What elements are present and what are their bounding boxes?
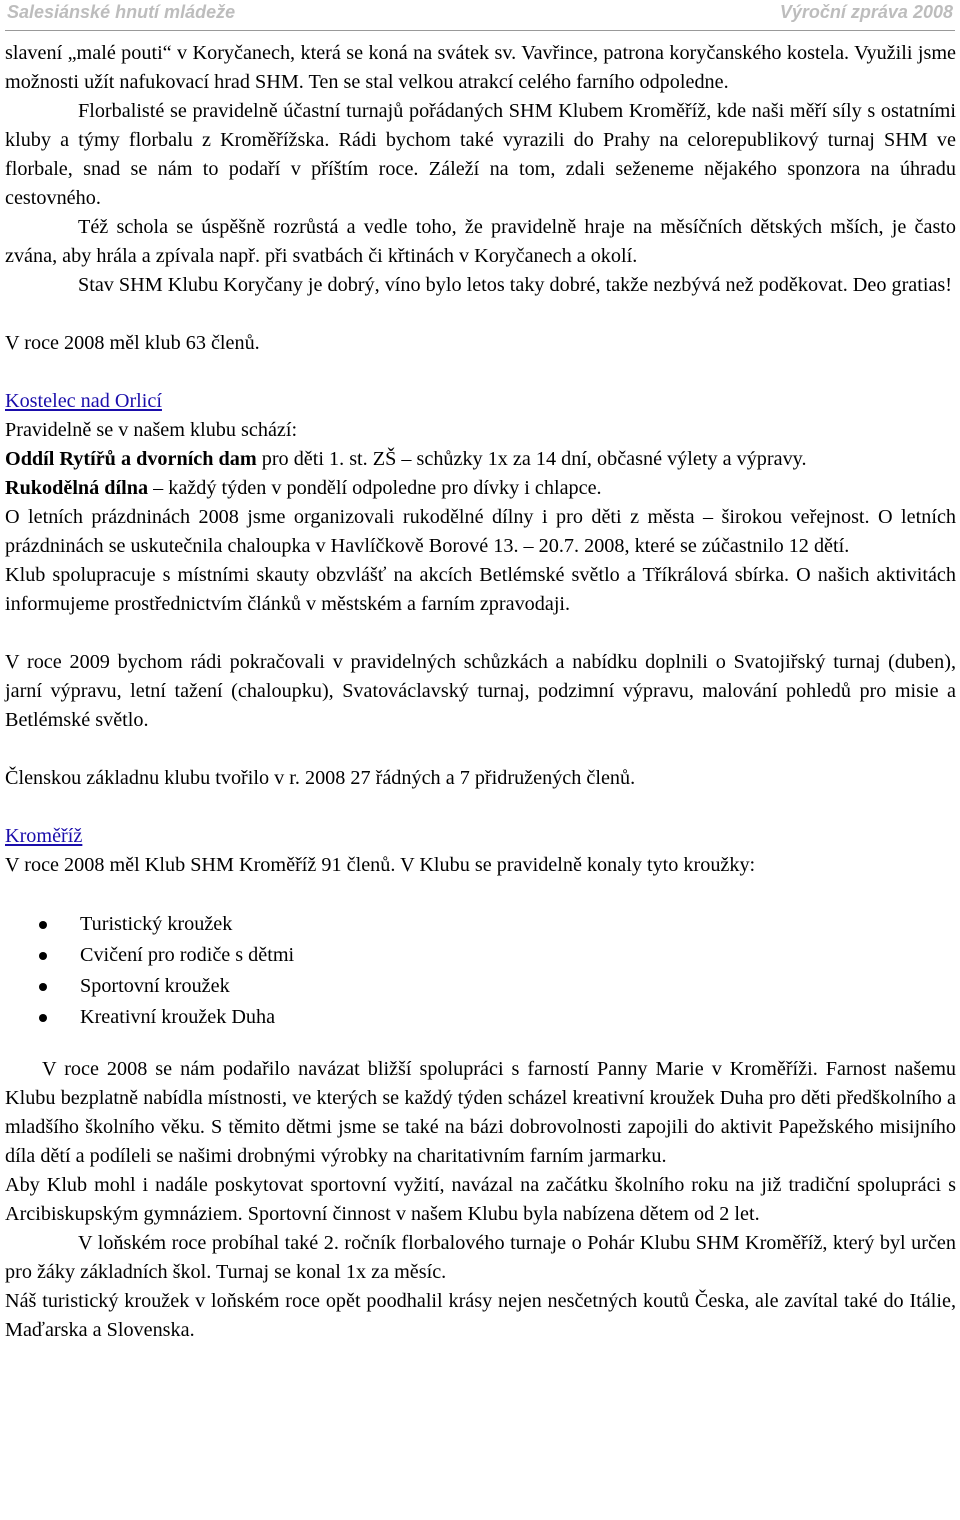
oddil-name: Oddíl Rytířů a dvorních dam [5,448,257,470]
list-item-label: Sportovní kroužek [80,975,230,997]
oddil-desc: pro děti 1. st. ZŠ – schůzky 1x za 14 dní, občasné výlety a výpravy. [256,448,807,470]
bullet-icon [39,1014,47,1022]
paragraph-koryčany-pout: slavení „malé pouti“ v Koryčanech, která se koná na svátek sv. Vavřince, patrona koryčanského kostela. Využili jsme možnosti užít nafukovací hrad SHM. Ten se stal velkou atrakcí celého farního odpoledne. [5,42,956,93]
spacer [5,619,956,648]
bullet-icon [39,983,47,991]
spacer [5,1033,956,1055]
paragraph-gymnazium: Aby Klub mohl i nadále poskytovat sportovní vyžití, navázal na začátku školního roku na již tradiční spolupráci s Arcibiskupským gymnáziem. Sportovní činnost v našem Klubu byla nabízena dětem od 2 let. [5,1174,956,1225]
spacer [5,880,956,909]
bullet-icon [39,952,47,960]
header-report-title: Výroční zpráva 2008 [779,2,953,22]
paragraph-dilna [5,474,956,503]
spacer [5,300,956,329]
paragraph-turisticky-krouzek: Náš turistický kroužek v loňském roce opět poodhalil krásy nejen nesčetných koutů Česka, ale zavítal také do Itálie, Maďarska a Slovenska. [5,1290,956,1341]
paragraph-oddil [5,445,956,474]
list-item [5,940,956,971]
paragraph-member-count: V roce 2008 měl klub 63 členů. [5,332,260,354]
kromeriz-link[interactable]: Kroměříž [5,825,83,847]
list-item-label: Cvičení pro rodiče s dětmi [80,944,295,966]
paragraph-farnost: V roce 2008 se nám podařilo navázat bližší spolupráci s farností Panny Marie v Kroměříži. Farnost našemu Klubu bezplatně nabídla místnosti, ve kterých se každý týden scházel kreativní kroužek Duha pro děti předškolního a mladšího školního věku. S těmito dětmi jsme se také na bázi dobrovolnosti zapojili do aktivit Papežského misijního díla dětí a podíleli se našimi drobnými výrobky na charitativním farním jarmarku. [5,1058,956,1167]
paragraph-kromeriz-intro: V roce 2008 měl Klub SHM Kroměříž 91 členů. V Klubu se pravidelně konaly tyto kroužky: [5,854,756,876]
paragraph-clenska-zakladna: Členskou základnu klubu tvořilo v r. 2008 27 řádných a 7 přidružených členů. [5,767,636,789]
header-organization: Salesiánské hnutí mládeže [7,2,236,22]
document-body [5,39,956,1345]
krouzky-list [5,909,956,1033]
spacer [5,793,956,822]
paragraph-schola: Též schola se úspěšně rozrůstá a vedle toho, že pravidelně hraje na měsíčních dětských mších, je často zvána, aby hrála a zpívala např. při svatbách či křtinách v Koryčanech a okolí. [5,216,956,267]
paragraph-stav-klubu: Stav SHM Klubu Koryčany je dobrý, víno bylo letos taky dobré, takže nezbývá než poděkovat. Deo gratias! [78,274,953,296]
page-header [5,0,955,31]
spacer [5,358,956,387]
section-heading-kromeriz[interactable] [5,822,956,851]
list-item-label: Turistický kroužek [80,913,233,935]
list-item [5,1002,956,1033]
list-item [5,909,956,940]
paragraph-plan-2009: V roce 2009 bychom rádi pokračovali v pravidelných schůzkách a nabídku doplnili o Svatojiřský turnaj (duben), jarní výpravu, letní tažení (chaloupku), Svatováclavský turnaj, podzimní výpravu, malování pohledů pro misie a Betlémské světlo. [5,651,956,731]
dilna-name: Rukodělná dílna [5,477,149,499]
paragraph-florbal: Florbalisté se pravidelně účastní turnajů pořádaných SHM Klubem Kroměříž, kde naši měří síly s ostatními kluby a týmy florbalu z Kroměřížska. Rádi bychom také vyrazili do Prahy na celorepublikový turnaj SHM ve florbale, snad se nám to podaří v příštím roce. Záleží na tom, zdali seženeme nějakého sponzora na úhradu cestovného. [5,100,956,209]
paragraph-skauti: Klub spolupracuje s místními skauty obzvlášť na akcích Betlémské světlo a Tříkrálová sbírka. O našich aktivitách informujeme prostřednictvím článků v městském a farním zpravodaji. [5,564,956,615]
list-item-label: Kreativní kroužek Duha [80,1006,276,1028]
spacer [5,735,956,764]
kostelec-link[interactable]: Kostelec nad Orlicí [5,390,162,412]
list-item [5,971,956,1002]
bullet-icon [39,921,47,929]
paragraph-prazdniny: O letních prázdninách 2008 jsme organizovali rukodělné dílny i pro děti z města – širokou veřejnost. O letních prázdninách se uskutečnila chaloupka v Havlíčkově Borové 13. – 20.7. 2008, které se zúčastnilo 12 dětí. [5,506,956,557]
section-heading-kostelec[interactable] [5,387,956,416]
dilna-desc: – každý týden v pondělí odpoledne pro dívky i chlapce. [148,477,602,499]
paragraph-florbal-turnaj: V loňském roce probíhal také 2. ročník florbalového turnaje o Pohár Klubu SHM Kroměříž, který byl určen pro žáky základních škol. Turnaj se konal 1x za měsíc. [5,1232,956,1283]
paragraph-kostelec-intro: Pravidelně se v našem klubu schází: [5,419,298,441]
